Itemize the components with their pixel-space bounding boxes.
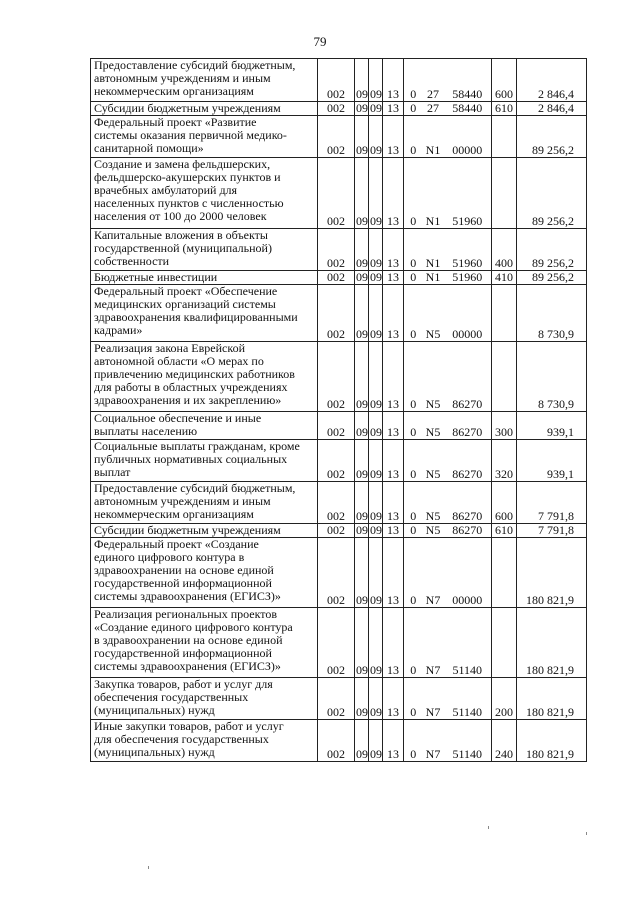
row-pr: 09 — [369, 608, 383, 678]
row-vr: 200 — [492, 678, 517, 720]
row-pr: 09 — [369, 720, 383, 762]
row-vr: 600 — [492, 59, 517, 102]
row-pr: 09 — [370, 523, 382, 537]
row-csr1: 13 — [383, 678, 404, 720]
table-row — [91, 158, 587, 229]
table-row — [91, 102, 587, 116]
row-vr: 410 — [492, 271, 517, 285]
row-csr4: 58440 — [444, 102, 492, 116]
row-sum: 180 821,9 — [517, 538, 587, 608]
row-csr4: 58440 — [444, 59, 492, 102]
row-csr2: 0 — [404, 102, 423, 116]
row-sum: 8 730,9 — [517, 342, 587, 412]
row-csr2: 0 — [404, 116, 423, 158]
row-pr: 09 — [369, 229, 383, 271]
row-csr3: N1 — [423, 271, 444, 285]
row-ved: 002 — [318, 342, 355, 412]
row-pr: 09 — [369, 538, 383, 608]
row-ved: 002 — [318, 524, 355, 538]
row-vr — [492, 342, 517, 412]
row-vr — [492, 538, 517, 608]
row-sum: 7 791,8 — [517, 524, 587, 538]
row-vr — [492, 158, 517, 229]
row-sum: 2 846,4 — [517, 59, 587, 102]
row-csr2: 0 — [404, 538, 423, 608]
row-csr4: 86270 — [444, 524, 492, 538]
row-csr2: 0 — [404, 482, 423, 524]
row-csr3: N5 — [423, 342, 444, 412]
table-row — [91, 538, 587, 608]
table-row — [91, 720, 587, 762]
table-row — [91, 482, 587, 524]
row-csr3: N7 — [423, 720, 444, 762]
row-vr: 400 — [492, 229, 517, 271]
row-ved: 002 — [318, 271, 355, 285]
row-vr: 610 — [492, 524, 517, 538]
row-sum: 7 791,8 — [517, 482, 587, 524]
row-sum: 2 846,4 — [517, 102, 587, 116]
row-ved: 002 — [318, 102, 355, 116]
row-name: Субсидии бюджетным учреждениям — [91, 524, 318, 538]
row-ved: 002 — [318, 158, 355, 229]
row-csr3: N5 — [423, 482, 444, 524]
table-row — [91, 229, 587, 271]
row-csr4: 86270 — [444, 482, 492, 524]
row-name: Создание и замена фельдшерских, фельдшерско-акушерских пунктов и врачебных амбулаторий для населенных пунктов с численностью населения от 100 до 2000 человек — [91, 158, 318, 229]
row-csr4: 86270 — [444, 440, 492, 482]
row-csr2: 0 — [404, 412, 423, 440]
row-pr: 09 — [369, 440, 383, 482]
row-csr1: 13 — [383, 271, 404, 285]
row-name: Предоставление субсидий бюджетным, автономным учреждениям и иным некоммерческим организациям — [91, 482, 318, 524]
row-ved: 002 — [318, 285, 355, 342]
row-rz: 09 — [355, 482, 369, 524]
row-csr2: 0 — [404, 524, 423, 538]
row-csr1: 13 — [383, 116, 404, 158]
row-csr4: 00000 — [444, 116, 492, 158]
row-csr1: 13 — [383, 524, 404, 538]
row-csr2: 0 — [404, 440, 423, 482]
row-csr2: 0 — [404, 720, 423, 762]
row-vr — [492, 116, 517, 158]
row-name: Федеральный проект «Обеспечение медицинских организаций системы здравоохранения квалифицированными кадрами» — [91, 285, 318, 342]
row-rz: 09 — [355, 342, 369, 412]
row-csr1: 13 — [383, 342, 404, 412]
row-pr: 09 — [369, 285, 383, 342]
row-csr3: N1 — [423, 158, 444, 229]
row-ved: 002 — [318, 59, 355, 102]
row-vr: 240 — [492, 720, 517, 762]
row-name: Бюджетные инвестиции — [91, 271, 318, 285]
row-vr: 320 — [492, 440, 517, 482]
row-rz: 09 — [355, 720, 369, 762]
row-csr1: 13 — [383, 608, 404, 678]
table-row — [91, 116, 587, 158]
row-csr3: N1 — [423, 229, 444, 271]
row-csr3: N1 — [423, 116, 444, 158]
row-csr2: 0 — [404, 678, 423, 720]
row-csr1: 13 — [383, 59, 404, 102]
row-sum: 89 256,2 — [517, 229, 587, 271]
table-row — [91, 678, 587, 720]
row-pr: 09 — [369, 678, 383, 720]
row-csr1: 13 — [383, 285, 404, 342]
row-csr4: 00000 — [444, 285, 492, 342]
row-ved: 002 — [318, 678, 355, 720]
row-csr1: 13 — [383, 158, 404, 229]
row-name: Федеральный проект «Развитие системы оказания первичной медико- санитарной помощи» — [91, 116, 318, 158]
row-csr3: 27 — [423, 59, 444, 102]
row-csr3: N7 — [423, 608, 444, 678]
row-csr1: 13 — [383, 482, 404, 524]
table-row — [91, 59, 587, 102]
row-vr — [492, 285, 517, 342]
row-rz: 09 — [355, 59, 369, 102]
row-csr3: N7 — [423, 538, 444, 608]
row-name: Закупка товаров, работ и услуг для обеспечения государственных (муниципальных) нужд — [91, 678, 318, 720]
row-csr2: 0 — [404, 229, 423, 271]
budget-table — [90, 58, 587, 762]
row-csr2: 0 — [404, 158, 423, 229]
row-name: Капитальные вложения в объекты государственной (муниципальной) собственности — [91, 229, 318, 271]
row-pr: 09 — [369, 342, 383, 412]
row-pr: 09 — [369, 482, 383, 524]
row-ved: 002 — [318, 116, 355, 158]
row-vr: 600 — [492, 482, 517, 524]
scan-speck — [488, 826, 489, 829]
table-row — [91, 524, 587, 538]
row-sum: 180 821,9 — [517, 678, 587, 720]
row-vr — [492, 608, 517, 678]
row-rz: 09 — [356, 101, 368, 115]
row-ved: 002 — [318, 229, 355, 271]
table-row — [91, 412, 587, 440]
row-sum: 8 730,9 — [517, 285, 587, 342]
row-csr2: 0 — [404, 342, 423, 412]
row-rz: 09 — [356, 270, 368, 284]
row-vr: 300 — [492, 412, 517, 440]
row-csr3: N5 — [423, 524, 444, 538]
row-pr: 09 — [369, 158, 383, 229]
row-sum: 89 256,2 — [517, 271, 587, 285]
row-csr4: 86270 — [444, 412, 492, 440]
row-csr1: 13 — [383, 440, 404, 482]
row-rz: 09 — [355, 412, 369, 440]
row-csr1: 13 — [383, 102, 404, 116]
row-name: Федеральный проект «Создание единого цифрового контура в здравоохранении на основе единой государственной информационной системы здравоохранения (ЕГИСЗ)» — [91, 538, 318, 608]
row-csr2: 0 — [404, 59, 423, 102]
row-rz: 09 — [355, 158, 369, 229]
row-rz: 09 — [355, 440, 369, 482]
row-pr: 09 — [369, 59, 383, 102]
row-csr1: 13 — [383, 412, 404, 440]
table-row — [91, 342, 587, 412]
row-csr3: N7 — [423, 678, 444, 720]
row-name: Социальные выплаты гражданам, кроме публичных нормативных социальных выплат — [91, 440, 318, 482]
row-csr4: 51140 — [444, 608, 492, 678]
row-csr4: 51960 — [444, 271, 492, 285]
row-csr4: 51960 — [444, 229, 492, 271]
row-pr: 09 — [370, 101, 382, 115]
row-ved: 002 — [318, 440, 355, 482]
row-name: Социальное обеспечение и иные выплаты населению — [91, 412, 318, 440]
row-csr1: 13 — [383, 720, 404, 762]
row-name: Иные закупки товаров, работ и услуг для обеспечения государственных (муниципальных) нужд — [91, 720, 318, 762]
row-csr1: 13 — [383, 538, 404, 608]
row-ved: 002 — [318, 720, 355, 762]
row-pr: 09 — [369, 116, 383, 158]
row-ved: 002 — [318, 608, 355, 678]
row-csr4: 51960 — [444, 158, 492, 229]
row-csr3: N5 — [423, 440, 444, 482]
row-csr3: N5 — [423, 285, 444, 342]
row-rz: 09 — [355, 538, 369, 608]
table-row — [91, 285, 587, 342]
row-sum: 939,1 — [517, 412, 587, 440]
row-csr4: 00000 — [444, 538, 492, 608]
row-csr2: 0 — [404, 608, 423, 678]
scan-speck — [148, 866, 149, 869]
row-csr4: 86270 — [444, 342, 492, 412]
row-sum: 939,1 — [517, 440, 587, 482]
row-rz: 09 — [355, 678, 369, 720]
row-csr2: 0 — [404, 285, 423, 342]
row-csr4: 51140 — [444, 720, 492, 762]
row-pr: 09 — [369, 412, 383, 440]
row-name: Реализация региональных проектов «Создание единого цифрового контура в здравоохранении на основе единой государственной информационной системы здравоохранения (ЕГИСЗ)» — [91, 608, 318, 678]
row-rz: 09 — [356, 523, 368, 537]
row-rz: 09 — [355, 116, 369, 158]
row-sum: 180 821,9 — [517, 608, 587, 678]
row-ved: 002 — [318, 538, 355, 608]
row-rz: 09 — [355, 285, 369, 342]
row-rz: 09 — [355, 229, 369, 271]
row-sum: 180 821,9 — [517, 720, 587, 762]
row-ved: 002 — [318, 482, 355, 524]
row-sum: 89 256,2 — [517, 116, 587, 158]
row-vr: 610 — [492, 102, 517, 116]
row-name: Субсидии бюджетным учреждениям — [91, 102, 318, 116]
table-row — [91, 608, 587, 678]
row-csr3: 27 — [423, 102, 444, 116]
row-name: Реализация закона Еврейской автономной области «О мерах по привлечению медицинских работников для работы в областных учреждениях здравоохранения и их закреплению» — [91, 342, 318, 412]
row-sum: 89 256,2 — [517, 158, 587, 229]
table-row — [91, 271, 587, 285]
page-number: 79 — [313, 34, 327, 49]
row-csr3: N5 — [423, 412, 444, 440]
scan-speck — [586, 832, 587, 835]
table-row — [91, 440, 587, 482]
row-csr1: 13 — [383, 229, 404, 271]
row-name: Предоставление субсидий бюджетным, автономным учреждениям и иным некоммерческим организациям — [91, 59, 318, 102]
row-csr4: 51140 — [444, 678, 492, 720]
row-csr2: 0 — [404, 271, 423, 285]
row-ved: 002 — [318, 412, 355, 440]
row-pr: 09 — [370, 270, 382, 284]
row-rz: 09 — [355, 608, 369, 678]
